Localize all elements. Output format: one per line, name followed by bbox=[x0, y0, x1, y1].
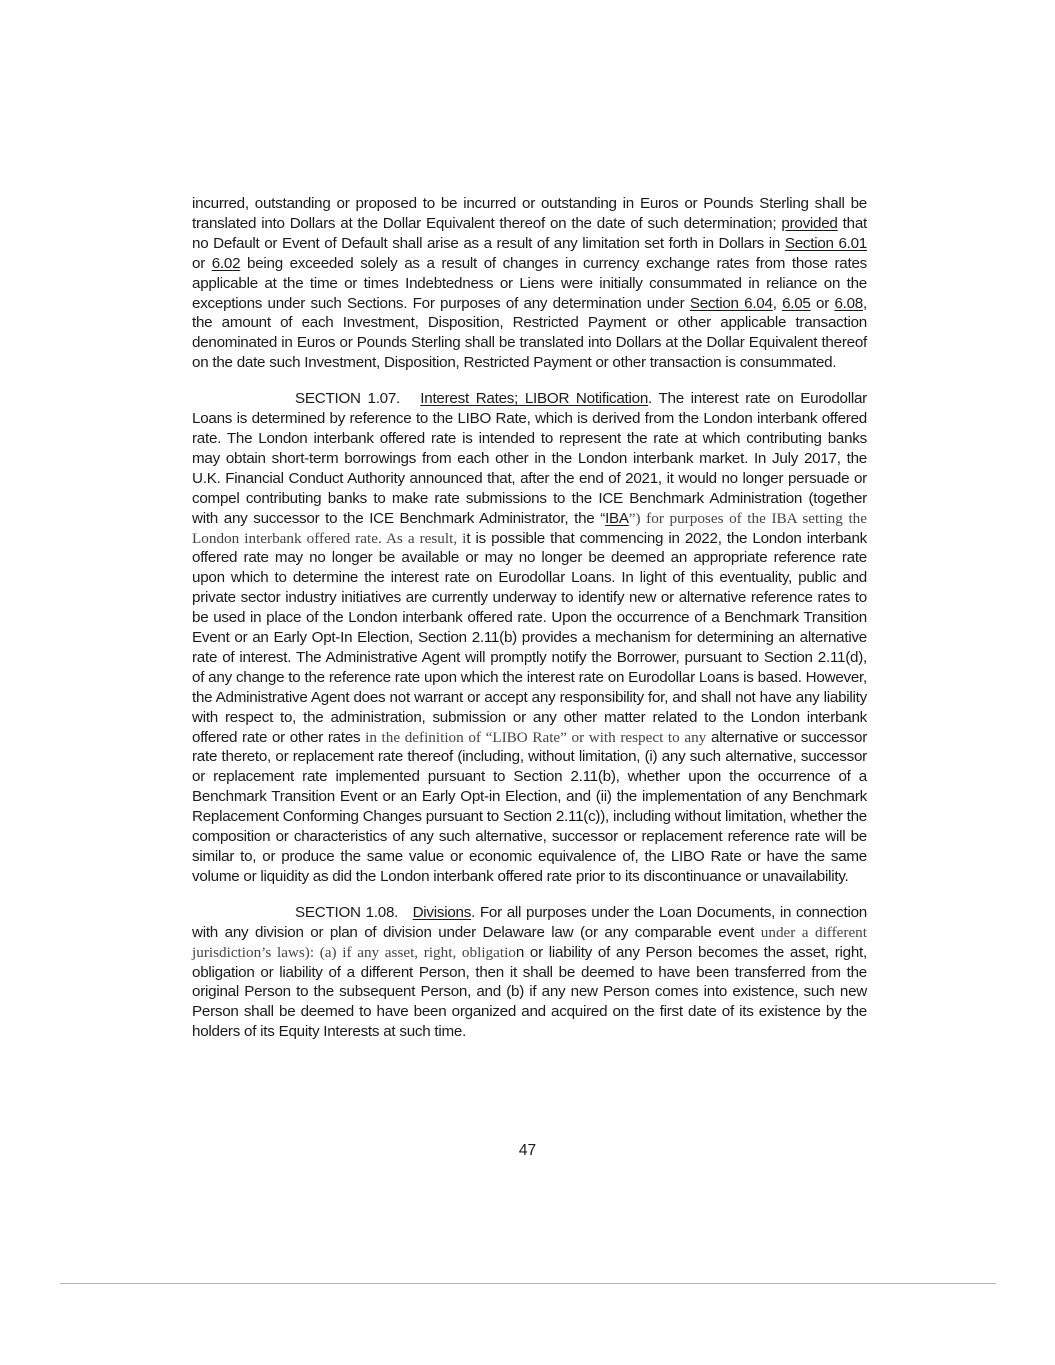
section-number: SECTION 1.07. bbox=[295, 390, 401, 408]
text-run: , bbox=[772, 294, 783, 312]
section-1-07-paragraph bbox=[192, 389, 867, 887]
provided-term: provided bbox=[781, 214, 838, 232]
text-run: , the amount of each Investment, Disposition, Restricted Payment or other applicable transaction denominated in Euros or Pounds Sterling shall be translated into Dollars at the Dollar Equivalent thereof on the date such Investment, Disposition, Restricted Payment or other transaction is consummated. bbox=[192, 294, 867, 372]
page-number: 47 bbox=[518, 1142, 537, 1159]
section-number: SECTION 1.08. bbox=[295, 903, 399, 921]
text-run-serif: under a different jurisdiction’s laws): (a) if any asset, right, obligatio bbox=[192, 923, 867, 961]
section-6-02-reference: 6.02 bbox=[211, 254, 241, 272]
section-1-08-paragraph bbox=[192, 903, 867, 1042]
section-heading: Interest Rates; LIBOR Notification bbox=[420, 390, 649, 408]
paragraph-currency-translation bbox=[192, 194, 867, 373]
text-run: . For all purposes under the Loan Documents, in connection with any division or plan of division under Delaware law (or any comparable event bbox=[192, 903, 867, 941]
document-body bbox=[192, 194, 867, 1058]
section-heading: Divisions bbox=[412, 903, 472, 921]
section-6-04-reference: Section 6.04 bbox=[689, 294, 773, 312]
page-divider bbox=[60, 1283, 996, 1284]
iba-defined-term: IBA bbox=[605, 509, 629, 527]
text-run: n or liability of any Person becomes the asset, right, obligation or liability of a different Person, then it shall be deemed to have been transferred from the original Person to the subsequent Person, and (b) if any new Person comes into existence, such new Person shall be deemed to have been organized and acquired on the first date of its existence by the holders of its Equity Interests at such time. bbox=[192, 943, 867, 1041]
text-run-serif: in the definition of “LIBO Rate” or with respect to any bbox=[365, 728, 707, 746]
section-6-08-reference: 6.08 bbox=[834, 294, 863, 312]
text-run-serif: ”) for purposes of the IBA setting the London interbank offered rate. As a result, i bbox=[192, 509, 867, 547]
text-run: or bbox=[192, 254, 212, 272]
section-6-01-reference: Section 6.01 bbox=[784, 234, 868, 252]
text-run: alternative or successor rate thereto, or replacement rate thereof (including, without limitation, (i) any such alternative, successor or replacement rate implemented pursuant to Section 2.11(b), whether upon the occurrence of a Benchmark Transition Event or an Early Opt-in Election, and (ii) the implementation of any Benchmark Replacement Conforming Changes pursuant to Section 2.11(c)), including without limitation, whether the composition or characteristics of any such alternative, successor or replacement reference rate will be similar to, or produce the same value or economic equivalence of, the LIBO Rate or have the same volume or liquidity as did the London interbank offered rate prior to its discontinuance or unavailability. bbox=[192, 728, 867, 885]
text-run: or bbox=[810, 294, 835, 312]
text-run: being exceeded solely as a result of changes in currency exchange rates from those rates applicable at the time or times Indebtedness or Liens were initially consummated in reliance on the exceptions under such Sections. For purposes of any determination under bbox=[192, 254, 867, 312]
text-run: . The interest rate on Eurodollar Loans is determined by reference to the LIBO Rate, which is derived from the London interbank offered rate. The London interbank offered rate is intended to represent the rate at which contributing banks may obtain short-term borrowings from each other in the London interbank market. In July 2017, the U.K. Financial Conduct Authority announced that, after the end of 2021, it would no longer persuade or compel contributing banks to make rate submissions to the ICE Benchmark Administration (together with any successor to the ICE Benchmark Administrator, the “ bbox=[192, 390, 867, 527]
section-6-05-reference: 6.05 bbox=[782, 294, 811, 312]
text-run: incurred, outstanding or proposed to be incurred or outstanding in Euros or Pounds Sterling shall be translated into Dollars at the Dollar Equivalent thereof on the date of such determination; bbox=[192, 195, 867, 232]
text-run: t is possible that commencing in 2022, the London interbank offered rate may no longer be available or may no longer be deemed an appropriate reference rate upon which to determine the interest rate on Eurodollar Loans. In light of this eventuality, public and private sector industry initiatives are currently underway to identify new or alternative reference rates to be used in place of the London interbank offered rate. Upon the occurrence of a Benchmark Transition Event or an Early Opt-In Election, Section 2.11(b) provides a mechanism for determining an alternative rate of interest. The Administrative Agent will promptly notify the Borrower, pursuant to Section 2.11(d), of any change to the reference rate upon which the interest rate on Eurodollar Loans is based. However, the Administrative Agent does not warrant or accept any responsibility for, and shall not have any liability with respect to, the administration, submission or any other matter related to the London interbank offered rate or other rates bbox=[192, 529, 867, 746]
text-run: that no Default or Event of Default shall arise as a result of any limitation set forth in Dollars in bbox=[192, 214, 867, 252]
